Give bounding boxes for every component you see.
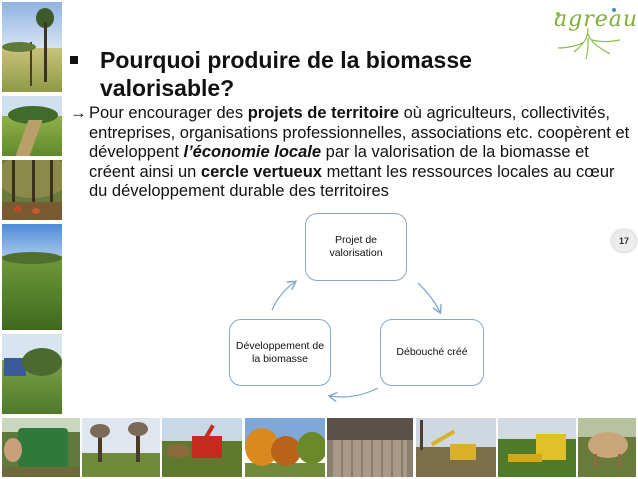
pollarded-trees-photo xyxy=(82,418,160,477)
body-segment: Pour encourager des xyxy=(89,104,248,122)
cycle-arrow-left xyxy=(272,282,295,310)
page-number-badge: 17 xyxy=(612,230,636,252)
body-segment: où agriculteurs, collectivités, entreprises, organisations professionnelles, associations etc. coopèrent et développent xyxy=(89,104,630,161)
cycle-arrow-right xyxy=(418,283,440,312)
cattle-photo xyxy=(578,418,636,477)
body-segment-bold-italic: l’économie locale xyxy=(183,143,322,161)
cycle-arrow-bottom xyxy=(330,388,378,397)
right-arrow-icon: → xyxy=(70,104,87,122)
autumn-trees-photo xyxy=(245,418,325,477)
node-label: Développement de la biomasse xyxy=(235,339,325,365)
node-debouche-cree xyxy=(380,319,484,386)
red-machine-photo xyxy=(162,418,242,477)
body-segment: par la valorisation de la biomasse et créent ainsi un xyxy=(89,143,589,181)
slide-title-text: Pourquoi produire de la biomasse valorisable? xyxy=(100,47,472,101)
excavator-photo xyxy=(416,418,496,477)
node-label: Projet de valorisation xyxy=(329,234,383,259)
yellow-mower-photo xyxy=(498,418,576,477)
wood-chipper-photo xyxy=(2,418,80,477)
wood-chips-storage-photo xyxy=(327,418,413,477)
node-projet-de-valorisation xyxy=(305,213,407,281)
body-segment: mettant les ressources locales au cœur du développement durable des territoires xyxy=(89,162,615,200)
node-developpement-biomasse xyxy=(229,319,331,386)
body-segment-bold: cercle vertueux xyxy=(200,162,322,181)
logo-text: agreau xyxy=(554,7,638,32)
node-label: Débouché créé xyxy=(396,346,468,358)
body-segment-bold: projets de territoire xyxy=(247,104,399,122)
